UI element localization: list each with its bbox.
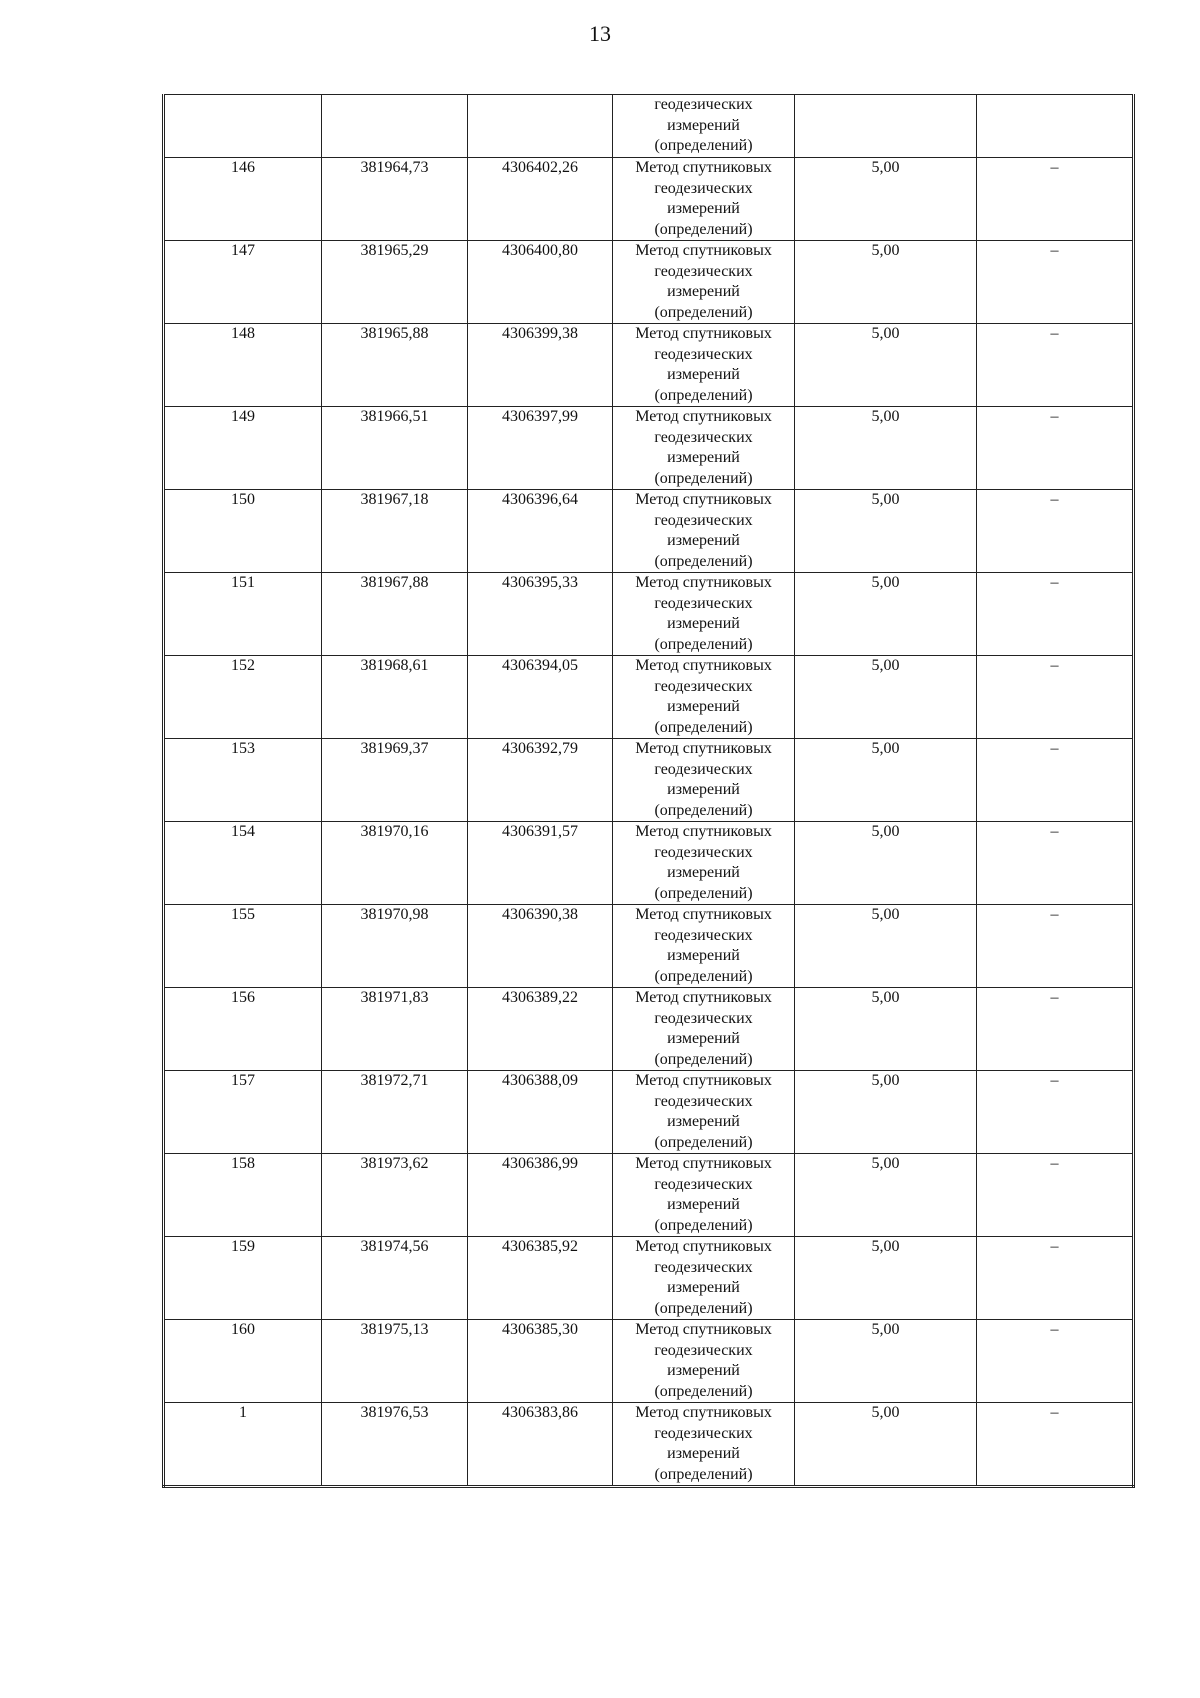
cell-x-text: 381967,18 xyxy=(360,491,429,508)
cell-method-text: Метод спутниковых геодезических измерений (определений) xyxy=(635,657,772,736)
cell-description-text: – xyxy=(1050,1238,1059,1255)
cell-description-text: – xyxy=(1050,1321,1059,1338)
cell-description-text: – xyxy=(1050,657,1059,674)
table-row xyxy=(164,158,1134,241)
cell-point-text: 146 xyxy=(231,159,255,176)
cell-y xyxy=(468,158,613,241)
cell-accuracy xyxy=(795,1237,977,1320)
table-row xyxy=(164,822,1134,905)
method-text: геодезических измерений (определений) xyxy=(654,96,753,154)
cell-accuracy xyxy=(795,95,977,158)
cell-point-text: 154 xyxy=(231,823,255,840)
cell-method xyxy=(613,1320,795,1403)
cell-point xyxy=(164,407,322,490)
cell-y xyxy=(468,1154,613,1237)
cell-accuracy-text: 5,00 xyxy=(871,1238,900,1255)
cell-accuracy-text: 5,00 xyxy=(871,159,900,176)
cell-method-text: Метод спутниковых геодезических измерений (определений) xyxy=(635,574,772,653)
cell-x xyxy=(322,988,468,1071)
table-row xyxy=(164,324,1134,407)
cell-x-text: 381972,71 xyxy=(360,1072,429,1089)
cell-method xyxy=(613,1071,795,1154)
cell-point xyxy=(164,1403,322,1487)
cell-accuracy xyxy=(795,1403,977,1487)
cell-y-text: 4306396,64 xyxy=(502,491,578,508)
table-row xyxy=(164,988,1134,1071)
cell-y xyxy=(468,1071,613,1154)
cell-x-text: 381973,62 xyxy=(360,1155,429,1172)
cell-y-text: 4306390,38 xyxy=(502,906,578,923)
cell-method-text: Метод спутниковых геодезических измерений (определений) xyxy=(635,242,772,321)
cell-description xyxy=(977,1403,1134,1487)
cell-y xyxy=(468,95,613,158)
cell-y xyxy=(468,490,613,573)
cell-method-text: Метод спутниковых геодезических измерений (определений) xyxy=(635,1238,772,1317)
cell-y-text: 4306399,38 xyxy=(502,325,578,342)
cell-point xyxy=(164,1320,322,1403)
table-row xyxy=(164,1320,1134,1403)
cell-accuracy-text: 5,00 xyxy=(871,491,900,508)
cell-description xyxy=(977,905,1134,988)
cell-point xyxy=(164,739,322,822)
cell-description xyxy=(977,573,1134,656)
table-row xyxy=(164,1154,1134,1237)
cell-description-text: – xyxy=(1050,408,1059,425)
cell-method xyxy=(613,490,795,573)
table-row xyxy=(164,1237,1134,1320)
cell-x xyxy=(322,324,468,407)
cell-point xyxy=(164,324,322,407)
cell-description xyxy=(977,407,1134,490)
cell-accuracy xyxy=(795,1320,977,1403)
cell-point xyxy=(164,1071,322,1154)
cell-x xyxy=(322,573,468,656)
cell-description-text: – xyxy=(1050,159,1059,176)
cell-method-text: Метод спутниковых геодезических измерений (определений) xyxy=(635,325,772,404)
cell-y xyxy=(468,407,613,490)
cell-x xyxy=(322,158,468,241)
cell-description xyxy=(977,656,1134,739)
cell-description-text: – xyxy=(1050,491,1059,508)
cell-accuracy-text: 5,00 xyxy=(871,823,900,840)
cell-method-text: Метод спутниковых геодезических измерений (определений) xyxy=(635,491,772,570)
cell-y-text: 4306389,22 xyxy=(502,989,578,1006)
cell-accuracy xyxy=(795,1154,977,1237)
cell-x xyxy=(322,241,468,324)
cell-method xyxy=(613,407,795,490)
cell-y-text: 4306391,57 xyxy=(502,823,578,840)
cell-x-text: 381970,16 xyxy=(360,823,429,840)
cell-accuracy-text: 5,00 xyxy=(871,242,900,259)
cell-x xyxy=(322,1320,468,1403)
cell-point xyxy=(164,95,322,158)
cell-point-text: 159 xyxy=(231,1238,255,1255)
cell-method xyxy=(613,158,795,241)
table-row xyxy=(164,241,1134,324)
cell-x xyxy=(322,490,468,573)
cell-method xyxy=(613,95,795,158)
cell-point-text: 157 xyxy=(231,1072,255,1089)
cell-y xyxy=(468,739,613,822)
cell-x-text: 381969,37 xyxy=(360,740,429,757)
cell-description-text: – xyxy=(1050,1072,1059,1089)
cell-description-text: – xyxy=(1050,989,1059,1006)
cell-method-text: Метод спутниковых геодезических измерений (определений) xyxy=(635,159,772,238)
cell-point-text: 156 xyxy=(231,989,255,1006)
cell-method-text: Метод спутниковых геодезических измерений (определений) xyxy=(635,1404,772,1483)
cell-x-text: 381976,53 xyxy=(360,1404,429,1421)
cell-y-text: 4306400,80 xyxy=(502,242,578,259)
cell-method-text: Метод спутниковых геодезических измерений (определений) xyxy=(635,740,772,819)
table-row xyxy=(164,490,1134,573)
cell-x xyxy=(322,1071,468,1154)
table-row xyxy=(164,407,1134,490)
cell-y-text: 4306385,30 xyxy=(502,1321,578,1338)
cell-description xyxy=(977,1154,1134,1237)
cell-accuracy-text: 5,00 xyxy=(871,1321,900,1338)
cell-description xyxy=(977,241,1134,324)
cell-description xyxy=(977,988,1134,1071)
cell-description xyxy=(977,739,1134,822)
cell-point-text: 155 xyxy=(231,906,255,923)
cell-y xyxy=(468,241,613,324)
cell-point-text: 152 xyxy=(231,657,255,674)
cell-accuracy-text: 5,00 xyxy=(871,1404,900,1421)
cell-accuracy xyxy=(795,656,977,739)
cell-method-text: Метод спутниковых геодезических измерений (определений) xyxy=(635,1072,772,1151)
cell-x-text: 381967,88 xyxy=(360,574,429,591)
cell-method xyxy=(613,739,795,822)
cell-accuracy xyxy=(795,573,977,656)
cell-description xyxy=(977,95,1134,158)
cell-accuracy-text: 5,00 xyxy=(871,574,900,591)
table-row xyxy=(164,1403,1134,1487)
cell-accuracy-text: 5,00 xyxy=(871,740,900,757)
cell-description-text: – xyxy=(1050,1404,1059,1421)
cell-x xyxy=(322,1403,468,1487)
cell-x-text: 381965,88 xyxy=(360,325,429,342)
cell-accuracy xyxy=(795,490,977,573)
cell-description-text: – xyxy=(1050,574,1059,591)
cell-x xyxy=(322,822,468,905)
page-number: 13 xyxy=(589,21,611,46)
cell-point xyxy=(164,988,322,1071)
cell-y xyxy=(468,324,613,407)
cell-description xyxy=(977,490,1134,573)
cell-method-text: Метод спутниковых геодезических измерений (определений) xyxy=(635,823,772,902)
cell-x xyxy=(322,95,468,158)
cell-y xyxy=(468,573,613,656)
cell-y-text: 4306395,33 xyxy=(502,574,578,591)
cell-x xyxy=(322,739,468,822)
cell-point-text: 147 xyxy=(231,242,255,259)
cell-point-text: 160 xyxy=(231,1321,255,1338)
coordinates-table xyxy=(162,94,1135,1488)
cell-point xyxy=(164,573,322,656)
cell-accuracy xyxy=(795,822,977,905)
cell-x xyxy=(322,656,468,739)
cell-x-text: 381974,56 xyxy=(360,1238,429,1255)
cell-y xyxy=(468,905,613,988)
cell-accuracy-text: 5,00 xyxy=(871,989,900,1006)
cell-y xyxy=(468,988,613,1071)
cell-method xyxy=(613,988,795,1071)
cell-x xyxy=(322,407,468,490)
cell-description xyxy=(977,1071,1134,1154)
cell-y xyxy=(468,656,613,739)
cell-accuracy xyxy=(795,739,977,822)
cell-accuracy-text: 5,00 xyxy=(871,1072,900,1089)
coordinates-table-body xyxy=(164,95,1134,1487)
cell-accuracy-text: 5,00 xyxy=(871,408,900,425)
table-row xyxy=(164,739,1134,822)
cell-point-text: 150 xyxy=(231,491,255,508)
cell-description-text: – xyxy=(1050,242,1059,259)
table-row xyxy=(164,905,1134,988)
cell-method xyxy=(613,324,795,407)
cell-point-text: 1 xyxy=(239,1404,247,1421)
cell-point xyxy=(164,241,322,324)
cell-accuracy xyxy=(795,905,977,988)
cell-x-text: 381965,29 xyxy=(360,242,429,259)
cell-point-text: 151 xyxy=(231,574,255,591)
cell-method xyxy=(613,1237,795,1320)
cell-y-text: 4306397,99 xyxy=(502,408,578,425)
table-row xyxy=(164,1071,1134,1154)
cell-method xyxy=(613,822,795,905)
cell-accuracy xyxy=(795,241,977,324)
cell-accuracy xyxy=(795,407,977,490)
cell-y xyxy=(468,822,613,905)
table-row xyxy=(164,573,1134,656)
cell-method-text: Метод спутниковых геодезических измерений (определений) xyxy=(635,408,772,487)
cell-method xyxy=(613,905,795,988)
cell-point xyxy=(164,490,322,573)
cell-point xyxy=(164,1237,322,1320)
cell-y-text: 4306386,99 xyxy=(502,1155,578,1172)
cell-method-text: Метод спутниковых геодезических измерений (определений) xyxy=(635,989,772,1068)
cell-point-text: 158 xyxy=(231,1155,255,1172)
cell-x xyxy=(322,905,468,988)
cell-accuracy xyxy=(795,324,977,407)
cell-point-text: 149 xyxy=(231,408,255,425)
cell-y xyxy=(468,1320,613,1403)
cell-description xyxy=(977,822,1134,905)
cell-x xyxy=(322,1154,468,1237)
cell-description xyxy=(977,1237,1134,1320)
cell-point xyxy=(164,656,322,739)
cell-method xyxy=(613,241,795,324)
cell-x-text: 381966,51 xyxy=(360,408,429,425)
cell-method-text: Метод спутниковых геодезических измерений (определений) xyxy=(635,1155,772,1234)
cell-method-text: Метод спутниковых геодезических измерений (определений) xyxy=(635,906,772,985)
cell-description-text: – xyxy=(1050,740,1059,757)
cell-accuracy xyxy=(795,988,977,1071)
cell-point-text: 153 xyxy=(231,740,255,757)
cell-y xyxy=(468,1403,613,1487)
cell-point-text: 148 xyxy=(231,325,255,342)
cell-y-text: 4306383,86 xyxy=(502,1404,578,1421)
cell-accuracy xyxy=(795,158,977,241)
cell-description xyxy=(977,324,1134,407)
cell-x-text: 381971,83 xyxy=(360,989,429,1006)
cell-y-text: 4306392,79 xyxy=(502,740,578,757)
cell-accuracy-text: 5,00 xyxy=(871,906,900,923)
cell-y xyxy=(468,1237,613,1320)
cell-accuracy-text: 5,00 xyxy=(871,1155,900,1172)
cell-y-text: 4306402,26 xyxy=(502,159,578,176)
cell-method xyxy=(613,1154,795,1237)
cell-method xyxy=(613,656,795,739)
cell-y-text: 4306388,09 xyxy=(502,1072,578,1089)
cell-y-text: 4306385,92 xyxy=(502,1238,578,1255)
cell-method xyxy=(613,1403,795,1487)
cell-x-text: 381975,13 xyxy=(360,1321,429,1338)
cell-point xyxy=(164,822,322,905)
cell-description xyxy=(977,1320,1134,1403)
cell-y-text: 4306394,05 xyxy=(502,657,578,674)
cell-accuracy xyxy=(795,1071,977,1154)
cell-description-text: – xyxy=(1050,906,1059,923)
cell-accuracy-text: 5,00 xyxy=(871,325,900,342)
cell-x-text: 381968,61 xyxy=(360,657,429,674)
cell-method xyxy=(613,573,795,656)
table-row xyxy=(164,656,1134,739)
cell-description-text: – xyxy=(1050,823,1059,840)
cell-method-text: Метод спутниковых геодезических измерений (определений) xyxy=(635,1321,772,1400)
cell-description-text: – xyxy=(1050,325,1059,342)
cell-description xyxy=(977,158,1134,241)
cell-point xyxy=(164,158,322,241)
cell-x xyxy=(322,1237,468,1320)
cell-description-text: – xyxy=(1050,1155,1059,1172)
cell-x-text: 381964,73 xyxy=(360,159,429,176)
table-row-continued xyxy=(164,95,1134,158)
cell-point xyxy=(164,1154,322,1237)
cell-accuracy-text: 5,00 xyxy=(871,657,900,674)
cell-point xyxy=(164,905,322,988)
cell-x-text: 381970,98 xyxy=(360,906,429,923)
